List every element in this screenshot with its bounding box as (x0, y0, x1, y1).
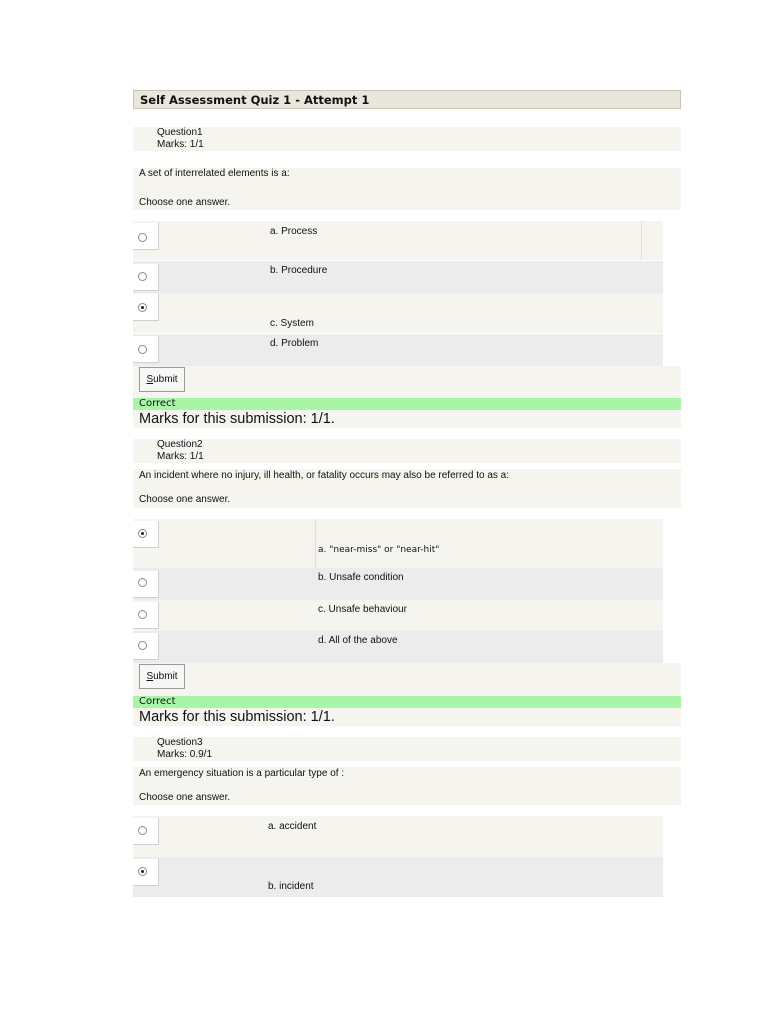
radio-button-selected[interactable] (138, 867, 147, 876)
option-row[interactable] (133, 293, 663, 333)
question-marks: Marks: 0.9/1 (157, 749, 213, 760)
choose-instruction: Choose one answer. (139, 197, 231, 208)
option-row[interactable] (133, 857, 663, 897)
option-label: a. accident (268, 821, 317, 832)
radio-button[interactable] (138, 610, 147, 619)
submit-label: ubmit (153, 374, 178, 385)
option-label: a. Process (270, 226, 318, 237)
radio-button[interactable] (138, 578, 147, 587)
question-header (133, 439, 681, 463)
option-row[interactable] (133, 221, 663, 260)
submit-panel (133, 663, 681, 696)
submit-accel: S (146, 671, 154, 682)
question-text: A set of interrelated elements is a: (139, 168, 290, 179)
question-number: Question2 (157, 439, 203, 450)
radio-button[interactable] (138, 233, 147, 242)
option-label: c. Unsafe behaviour (318, 604, 407, 615)
radio-button[interactable] (138, 641, 147, 650)
option-label: b. Unsafe condition (318, 572, 404, 583)
question-header (133, 737, 681, 761)
option-label: c. System (270, 318, 314, 329)
radio-button-selected[interactable] (138, 529, 147, 538)
submission-marks: Marks for this submission: 1/1. (139, 709, 335, 725)
option-row[interactable] (133, 600, 663, 631)
option-label: d. Problem (270, 338, 319, 349)
question-header (133, 127, 681, 151)
result-correct: Correct (133, 398, 681, 410)
divider (641, 221, 642, 260)
option-row[interactable] (133, 519, 663, 568)
result-correct: Correct (133, 696, 681, 708)
question-marks: Marks: 1/1 (157, 451, 204, 462)
radio-button[interactable] (138, 826, 147, 835)
divider (315, 519, 316, 568)
option-label: b. Procedure (270, 265, 328, 276)
option-row[interactable] (133, 631, 663, 663)
submit-panel (133, 366, 681, 398)
question-marks: Marks: 1/1 (157, 139, 204, 150)
option-row[interactable] (133, 261, 663, 293)
question-number: Question1 (157, 127, 203, 138)
submit-accel: S (146, 374, 154, 385)
option-label: d. All of the above (318, 635, 398, 646)
quiz-title: Self Assessment Quiz 1 - Attempt 1 (133, 90, 681, 109)
choose-instruction: Choose one answer. (139, 792, 231, 803)
submit-button[interactable] (139, 664, 185, 689)
option-row[interactable] (133, 334, 663, 366)
question-text: An incident where no injury, ill health, or fatality occurs may also be referred to as a: (139, 470, 509, 481)
radio-button[interactable] (138, 345, 147, 354)
question-number: Question3 (157, 737, 203, 748)
radio-button[interactable] (138, 272, 147, 281)
option-label: a. "near-miss" or "near-hit" (318, 545, 440, 555)
submit-button[interactable] (139, 367, 185, 392)
radio-button-selected[interactable] (138, 303, 147, 312)
option-row[interactable] (133, 568, 663, 600)
option-label: b. incident (268, 881, 314, 892)
question-text: An emergency situation is a particular type of : (139, 768, 345, 779)
option-row[interactable] (133, 816, 663, 857)
submission-marks: Marks for this submission: 1/1. (139, 411, 335, 427)
choose-instruction: Choose one answer. (139, 494, 231, 505)
submit-label: ubmit (153, 671, 178, 682)
